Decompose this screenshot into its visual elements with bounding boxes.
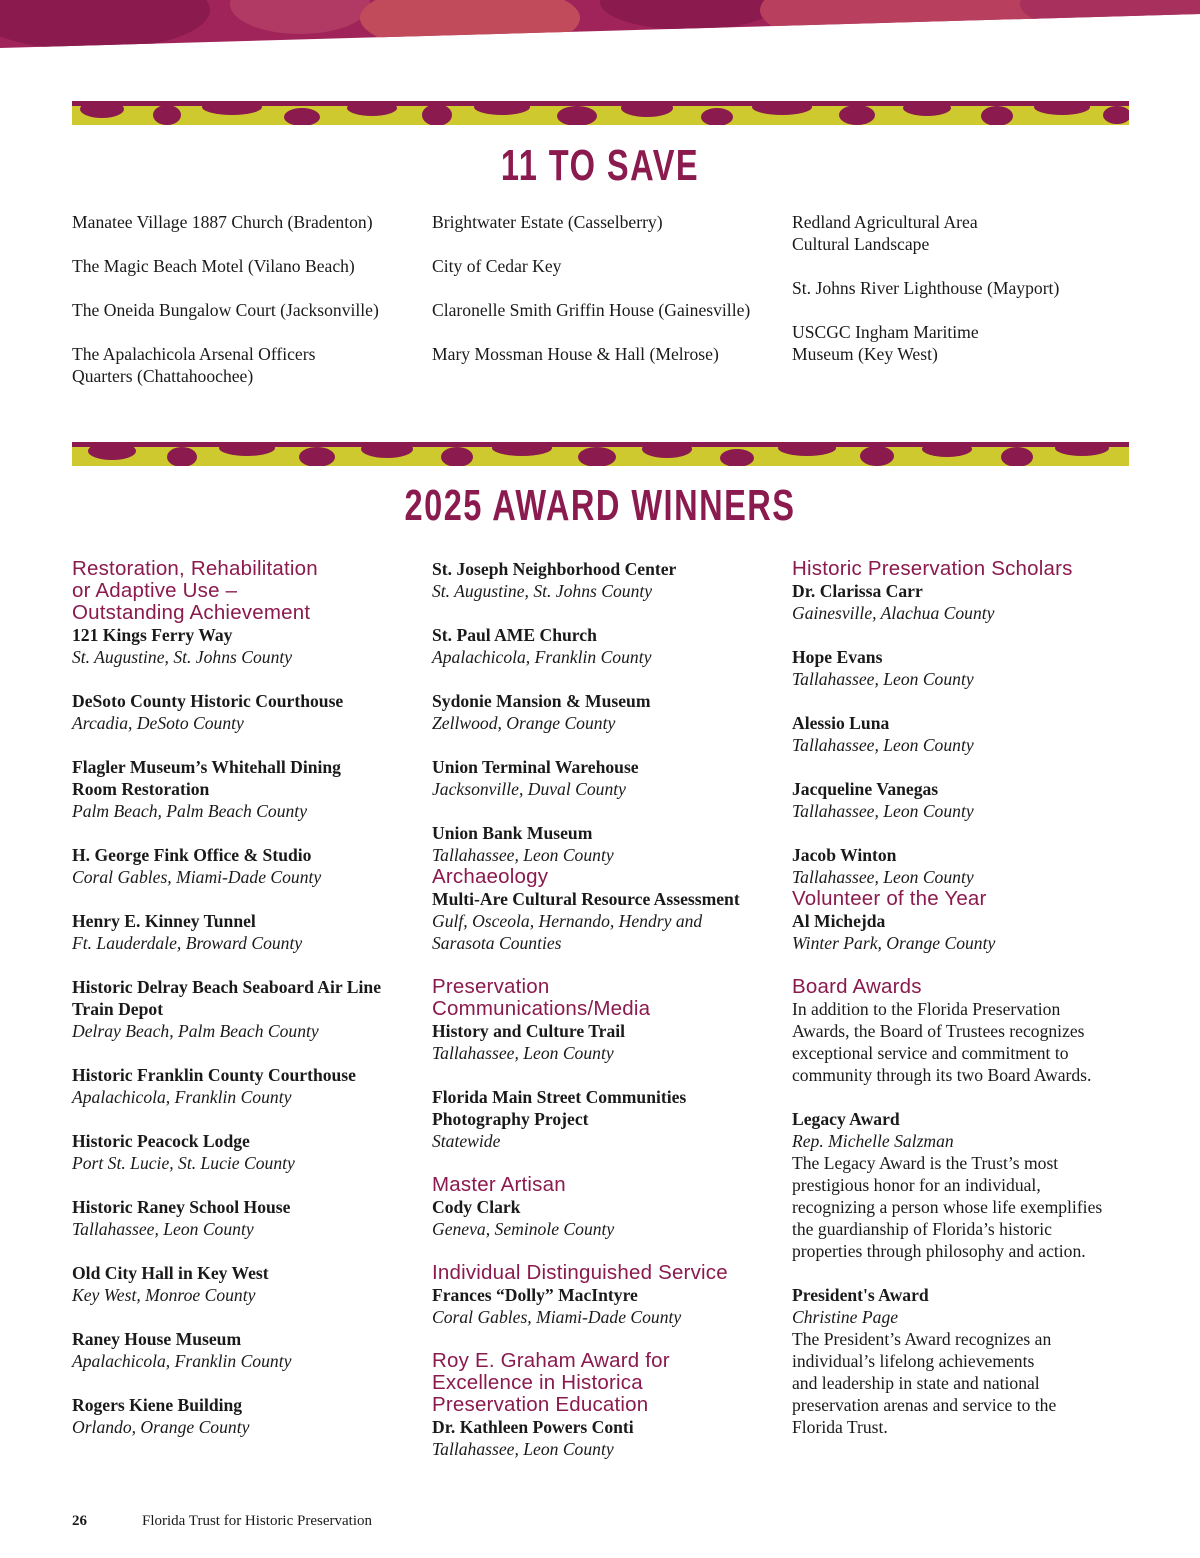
award-entry: Union Bank Museum Tallahassee, Leon County <box>432 823 614 865</box>
award-entry: Rogers Kiene Building Orlando, Orange County <box>72 1395 250 1437</box>
award-entry: Florida Main Street Communities Photography Project Statewide <box>432 1087 687 1151</box>
winners-column-3 <box>792 558 1144 1438</box>
category-heading-board-awards: Board Awards <box>792 975 922 998</box>
award-entry: Union Terminal Warehouse Jacksonville, Duval County <box>432 757 639 799</box>
save-column-1 <box>72 211 424 409</box>
award-entry: Flagler Museum’s Whitehall Dining Room Restoration Palm Beach, Palm Beach County <box>72 757 341 821</box>
winners-column-2 <box>432 558 784 1460</box>
award-entry: Frances “Dolly” MacIntyre Coral Gables, Miami-Dade County <box>432 1285 682 1327</box>
award-entry: Sydonie Mansion & Museum Zellwood, Orange County <box>432 691 651 733</box>
award-entry: Dr. Clarissa Carr Gainesville, Alachua County <box>792 581 995 623</box>
list-item: Redland Agricultural Area Cultural Landscape <box>792 212 978 254</box>
list-item: USCGC Ingham Maritime Museum (Key West) <box>792 322 979 364</box>
award-entry: Historic Delray Beach Seaboard Air Line Train Depot Delray Beach, Palm Beach County <box>72 977 382 1041</box>
list-item: The Oneida Bungalow Court (Jacksonville) <box>72 300 379 320</box>
award-entry: Historic Raney School House Tallahassee, Leon County <box>72 1197 291 1239</box>
award-entry: Old City Hall in Key West Key West, Monroe County <box>72 1263 269 1305</box>
page-footer <box>72 1511 372 1531</box>
list-item: St. Johns River Lighthouse (Mayport) <box>792 278 1060 298</box>
award-entry: H. George Fink Office & Studio Coral Gables, Miami-Dade County <box>72 845 322 887</box>
category-heading-distinguished-service: Individual Distinguished Service <box>432 1261 728 1284</box>
decorative-band-top <box>72 101 1129 125</box>
legacy-award: Legacy Award Rep. Michelle Salzman The Legacy Award is the Trust’s most prestigious honor for an individual, recognizing a person whose life exemplifies the guardianship of Florida’s historic properties through philosophy and action. <box>792 1109 1103 1261</box>
list-item: The Magic Beach Motel (Vilano Beach) <box>72 256 355 276</box>
award-entry: Alessio Luna Tallahassee, Leon County <box>792 713 974 755</box>
award-entry: DeSoto County Historic Courthouse Arcadia, DeSoto County <box>72 691 344 733</box>
list-item: Manatee Village 1887 Church (Bradenton) <box>72 212 373 232</box>
award-entry: Al Michejda Winter Park, Orange County <box>792 911 996 953</box>
award-entry: Jacqueline Vanegas Tallahassee, Leon County <box>792 779 974 821</box>
winners-column-1 <box>72 558 424 1438</box>
section-title-11-to-save: 11 TO SAVE <box>500 141 700 190</box>
category-heading-archaeology: Archaeology <box>432 865 549 888</box>
award-entry: 121 Kings Ferry Way St. Augustine, St. Johns County <box>72 625 293 667</box>
award-entry: St. Joseph Neighborhood Center St. Augustine, St. Johns County <box>432 559 677 601</box>
list-item: Claronelle Smith Griffin House (Gainesville) <box>432 300 751 320</box>
category-heading-graham-award: Roy E. Graham Award for Excellence in Historica Preservation Education <box>432 1349 670 1416</box>
category-heading-master-artisan: Master Artisan <box>432 1173 566 1196</box>
presidents-award: President's Award Christine Page The President’s Award recognizes an individual’s lifelong achievements and leadership in state and national preservation arenas and service to the Florida Trust. <box>792 1285 1057 1437</box>
award-entry: Dr. Kathleen Powers Conti Tallahassee, Leon County <box>432 1417 634 1459</box>
category-heading-scholars: Historic Preservation Scholars <box>792 557 1073 580</box>
award-entry: Historic Franklin County Courthouse Apalachicola, Franklin County <box>72 1065 356 1107</box>
page-number: 26 <box>72 1513 87 1529</box>
publication-name: Florida Trust for Historic Preservation <box>142 1513 372 1529</box>
award-entry: St. Paul AME Church Apalachicola, Franklin County <box>432 625 652 667</box>
list-item: Mary Mossman House & Hall (Melrose) <box>432 344 719 364</box>
award-entry: Multi-Are Cultural Resource Assessment Gulf, Osceola, Hernando, Hendry and Sarasota Counties <box>432 889 740 953</box>
category-heading-communications: Preservation Communications/Media <box>432 975 651 1020</box>
section-title-award-winners: 2025 AWARD WINNERS <box>404 481 796 530</box>
award-entry: Raney House Museum Apalachicola, Franklin County <box>72 1329 292 1371</box>
award-entry: Cody Clark Geneva, Seminole County <box>432 1197 615 1239</box>
award-entry: Jacob Winton Tallahassee, Leon County <box>792 845 974 887</box>
list-item: The Apalachicola Arsenal Officers Quarters (Chattahoochee) <box>72 344 316 386</box>
save-column-2 <box>432 211 784 387</box>
list-item: City of Cedar Key <box>432 256 562 276</box>
category-heading-restoration: Restoration, Rehabilitation or Adaptive Use – Outstanding Achievement <box>72 557 318 624</box>
top-decorative-banner <box>0 0 1200 60</box>
list-item: Brightwater Estate (Casselberry) <box>432 212 663 232</box>
award-entry: Historic Peacock Lodge Port St. Lucie, St. Lucie County <box>72 1131 295 1173</box>
decorative-band-middle <box>72 442 1129 466</box>
save-column-3 <box>792 211 1144 387</box>
board-awards-intro: In addition to the Florida Preservation Awards, the Board of Trustees recognizes exceptional service and commitment to community through its two Board Awards. <box>792 999 1092 1085</box>
category-heading-volunteer: Volunteer of the Year <box>792 887 987 910</box>
award-entry: Henry E. Kinney Tunnel Ft. Lauderdale, Broward County <box>72 911 303 953</box>
award-entry: Hope Evans Tallahassee, Leon County <box>792 647 974 689</box>
award-entry: History and Culture Trail Tallahassee, Leon County <box>432 1021 626 1063</box>
